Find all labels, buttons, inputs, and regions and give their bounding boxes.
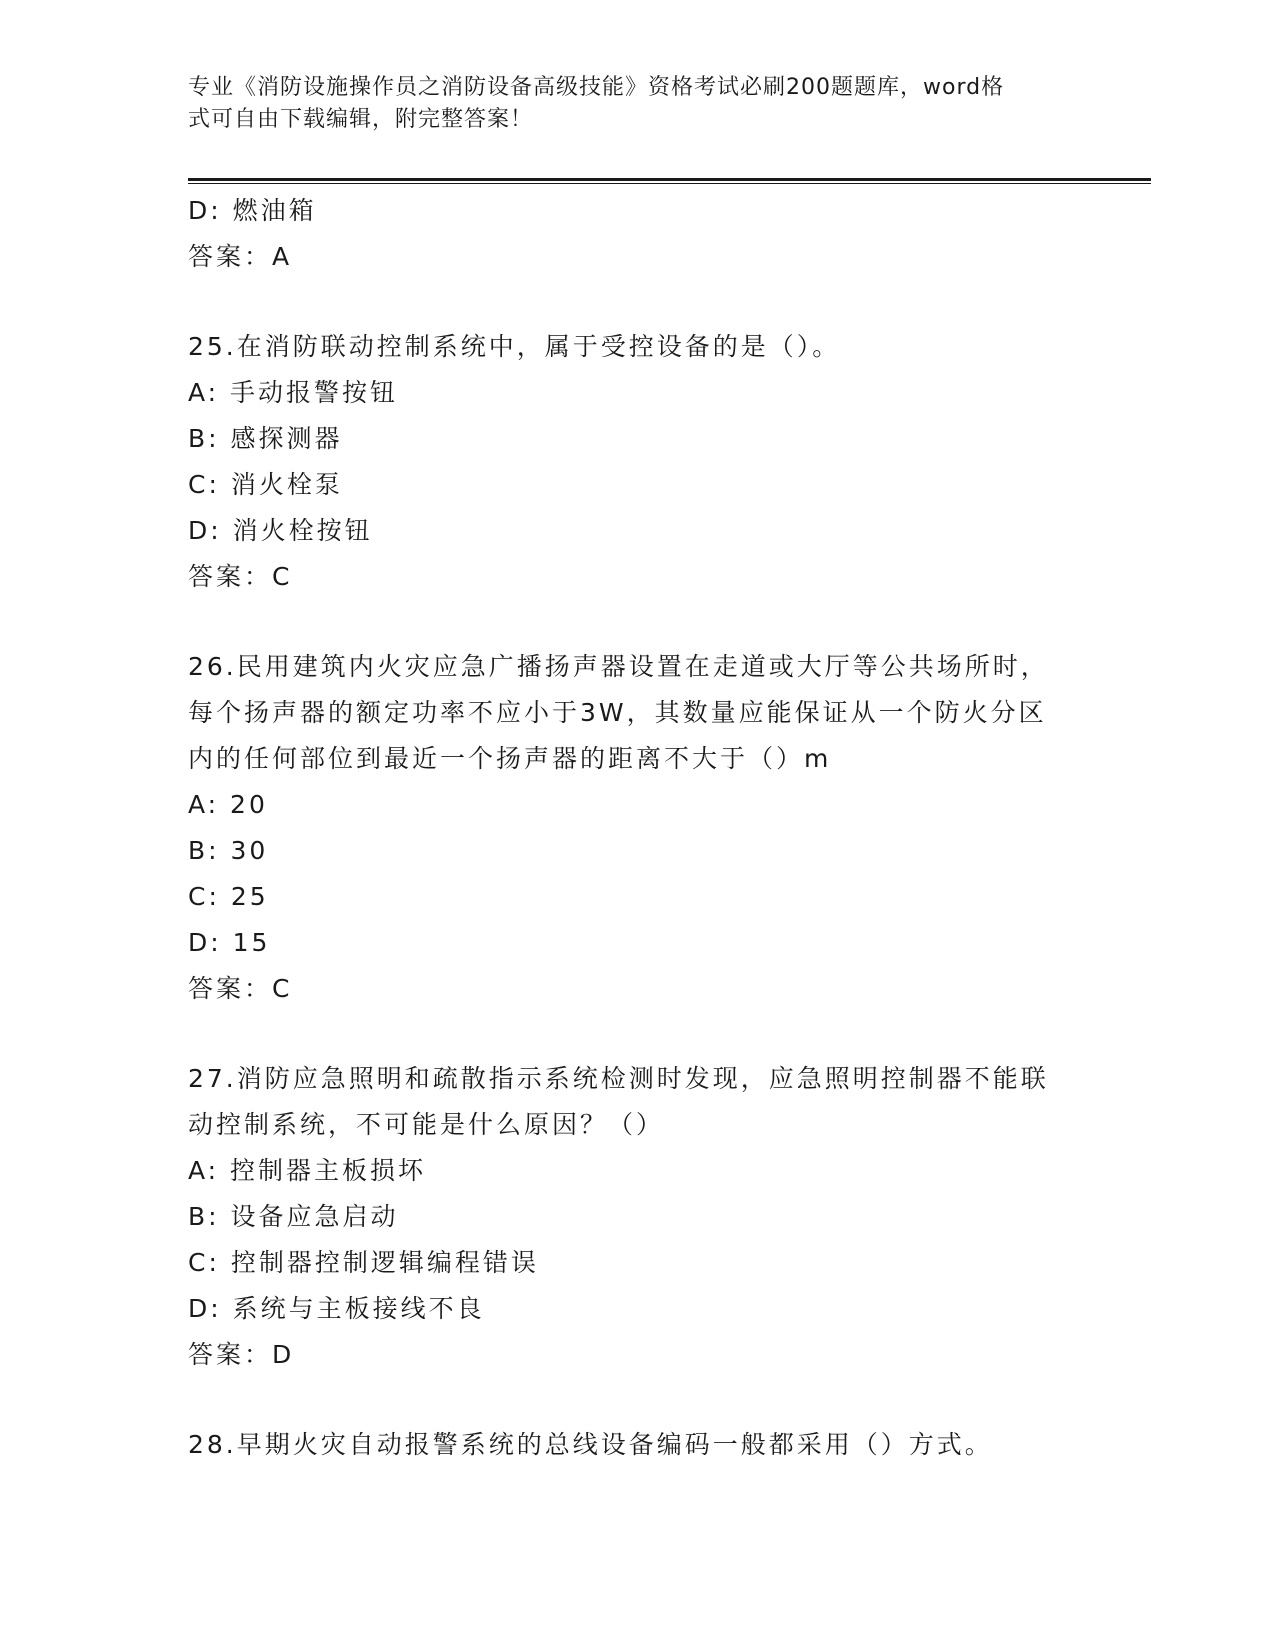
- question-block: [188, 1422, 1088, 1468]
- spacer: [188, 1378, 1088, 1422]
- option-a: A: 手动报警按钮: [188, 378, 399, 407]
- question-text: 每个扬声器的额定功率不应小于3W，其数量应能保证从一个防火分区: [188, 698, 1047, 727]
- document-header: [188, 72, 1088, 136]
- option-a: A: 20: [188, 790, 268, 819]
- header-divider-thin: [188, 183, 1151, 184]
- option-b: B: 30: [188, 836, 269, 865]
- question-block: [188, 644, 1088, 1012]
- header-line-2: 式可自由下载编辑，附完整答案！: [188, 107, 534, 132]
- answer-line: 答案：D: [188, 1340, 295, 1369]
- option-d: D: 燃油箱: [188, 196, 317, 225]
- spacer: [188, 600, 1088, 644]
- question-block: [188, 324, 1088, 600]
- option-b: B: 感探测器: [188, 424, 343, 453]
- question-block: [188, 1056, 1088, 1378]
- option-c: C: 25: [188, 882, 269, 911]
- question-text: 27.消防应急照明和疏散指示系统检测时发现，应急照明控制器不能联: [188, 1064, 1049, 1093]
- spacer: [188, 280, 1088, 324]
- option-d: D: 消火栓按钮: [188, 516, 373, 545]
- option-b: B: 设备应急启动: [188, 1202, 399, 1231]
- option-d: D: 系统与主板接线不良: [188, 1294, 485, 1323]
- option-d: D: 15: [188, 928, 271, 957]
- question-text: 动控制系统，不可能是什么原因？（）: [188, 1110, 665, 1139]
- question-text: 25.在消防联动控制系统中，属于受控设备的是（）。: [188, 332, 841, 361]
- option-a: A: 控制器主板损坏: [188, 1156, 427, 1185]
- spacer: [188, 1012, 1088, 1056]
- option-c: C: 消火栓泵: [188, 470, 343, 499]
- header-divider-thick: [188, 178, 1151, 181]
- answer-line: 答案：A: [188, 242, 293, 271]
- answer-line: 答案：C: [188, 974, 293, 1003]
- question-text: 28.早期火灾自动报警系统的总线设备编码一般都采用（）方式。: [188, 1430, 993, 1459]
- question-text: 内的任何部位到最近一个扬声器的距离不大于（）m: [188, 744, 832, 773]
- option-c: C: 控制器控制逻辑编程错误: [188, 1248, 539, 1277]
- answer-line: 答案：C: [188, 562, 293, 591]
- question-content: [188, 188, 1088, 1468]
- question-text: 26.民用建筑内火灾应急广播扬声器设置在走道或大厅等公共场所时，: [188, 652, 1049, 681]
- header-line-1: 专业《消防设施操作员之消防设备高级技能》资格考试必刷200题题库，word格: [188, 75, 1005, 100]
